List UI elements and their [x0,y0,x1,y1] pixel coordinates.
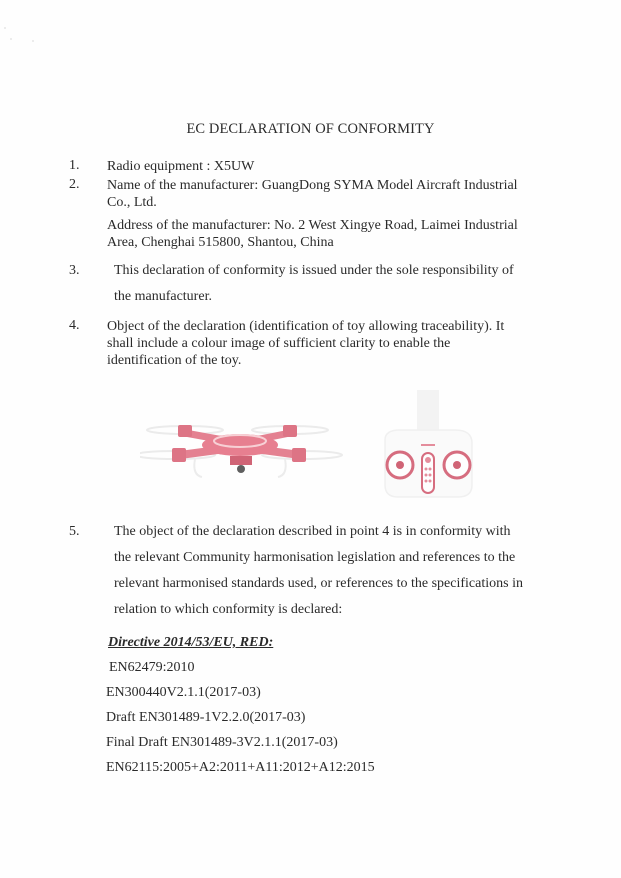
item-line: Area, Chenghai 515800, Shantou, China [107,235,334,250]
item-2-address [107,217,567,251]
item-line: Name of the manufacturer: GuangDong SYMA Model Aircraft Industrial [107,178,518,193]
standard-item: EN300440V2.1.1(2017-03) [106,685,261,700]
scan-speck [4,27,6,29]
product-illustration [140,385,480,500]
item-number: 4. [69,318,80,333]
item-number: 1. [69,158,80,173]
controller-image [385,390,472,497]
scan-speck [10,38,12,40]
document-title: EC DECLARATION OF CONFORMITY [186,121,435,137]
standard-item: Draft EN301489-1V2.2.0(2017-03) [106,710,306,725]
item-5-text [114,519,574,623]
item-line: This declaration of conformity is issued under the sole responsibility of [114,263,514,278]
item-number: 5. [69,524,80,539]
item-3-text [114,258,574,310]
item-line: relevant harmonised standards used, or references to the specifications in [114,576,523,591]
item-line: Radio equipment : X5UW [107,159,255,174]
standard-item: EN62115:2005+A2:2011+A11:2012+A12:2015 [106,760,375,775]
item-line: Object of the declaration (identification of toy allowing traceability). It [107,319,505,334]
item-line: Co., Ltd. [107,195,157,210]
directive-heading: Directive 2014/53/EU, RED: [108,635,274,650]
item-line: Address of the manufacturer: No. 2 West Xingye Road, Laimei Industrial [107,218,518,233]
item-line: the manufacturer. [114,289,212,304]
item-1-text [107,158,567,175]
standard-item: EN62479:2010 [109,660,195,675]
standard-item: Final Draft EN301489-3V2.1.1(2017-03) [106,735,338,750]
item-line: The object of the declaration described in point 4 is in conformity with [114,524,511,539]
drone-image [140,425,342,477]
item-line: shall include a colour image of sufficient clarity to enable the [107,336,451,351]
item-number: 2. [69,177,80,192]
scan-speck [32,40,34,42]
product-images [140,385,480,500]
item-line: relation to which conformity is declared: [114,602,343,617]
item-4-text [107,318,567,369]
item-number: 3. [69,263,80,278]
item-2-text [107,177,567,211]
item-line: identification of the toy. [107,353,242,368]
item-line: the relevant Community harmonisation legislation and references to the [114,550,516,565]
